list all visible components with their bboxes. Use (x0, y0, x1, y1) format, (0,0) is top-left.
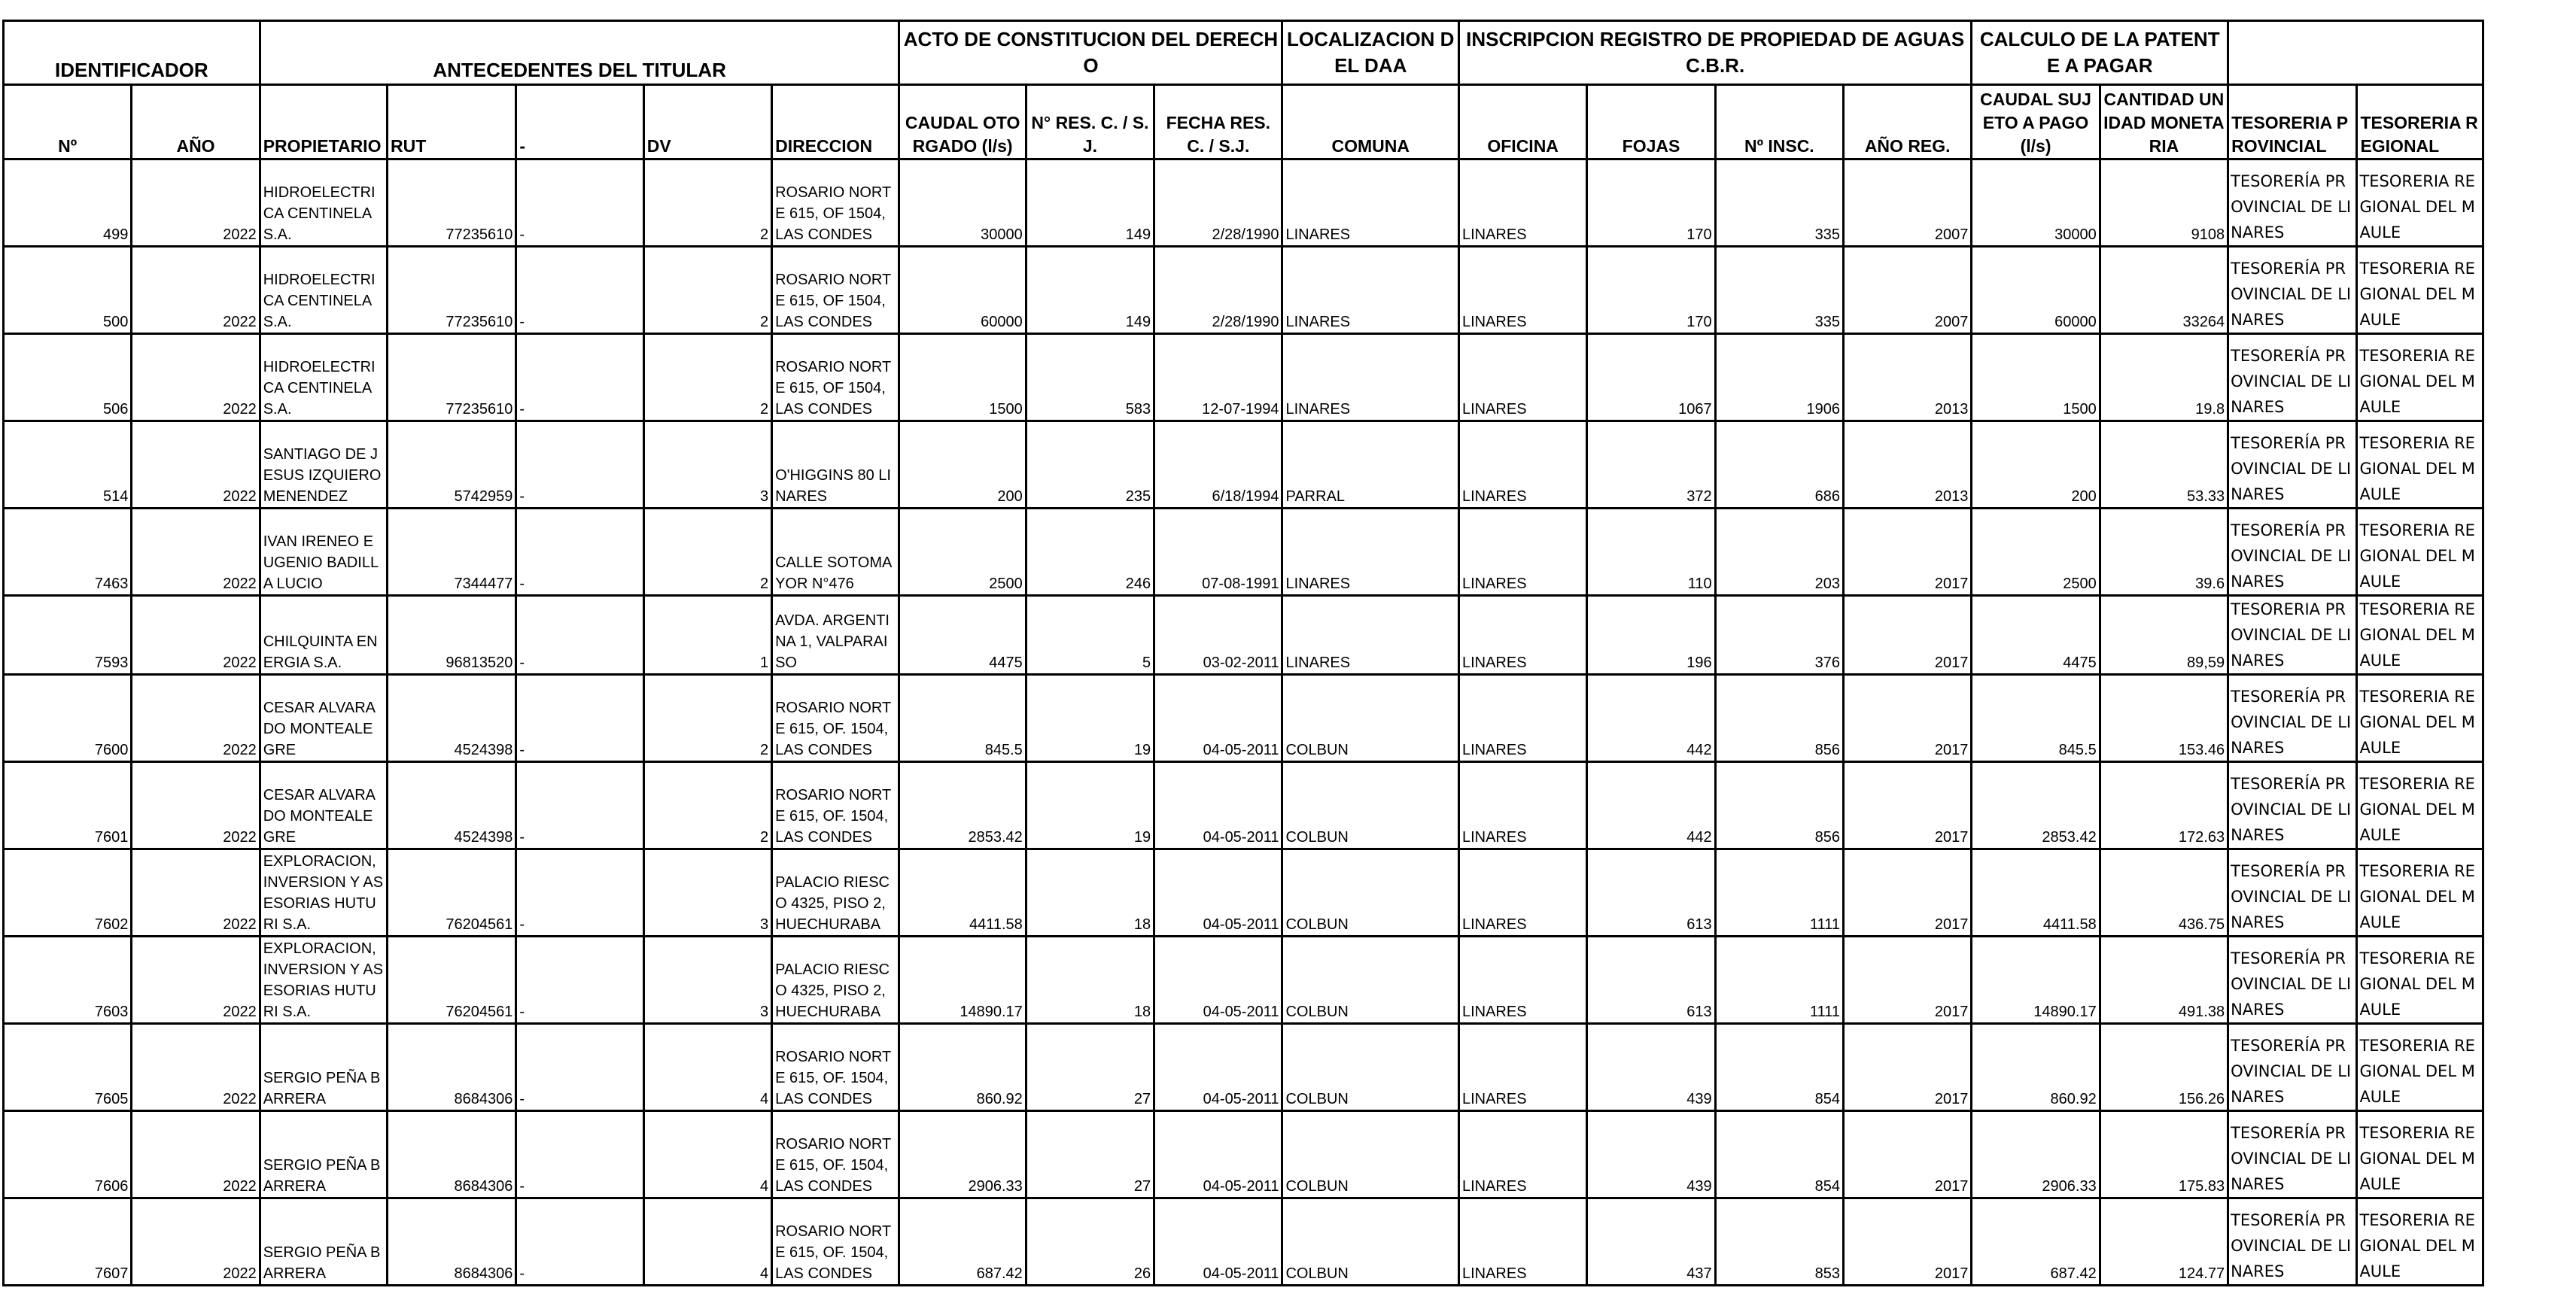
cell-tesoreria-regional: TESORERIA REGIONAL DEL MAULE (2357, 675, 2483, 762)
cell-cantidad-um: 436.75 (2100, 849, 2228, 937)
col-anio-reg: AÑO REG. (1844, 85, 1972, 159)
cell-caudal-sujeto: 4475 (1972, 596, 2100, 675)
col-num: Nº (4, 85, 132, 159)
cell-oficina: LINARES (1458, 509, 1586, 596)
cell-n-res: 26 (1026, 1198, 1154, 1286)
cell-dv: 2 (643, 159, 771, 247)
cell-dash: - (516, 509, 643, 596)
col-tesoreria-regional: TESORERIA REGIONAL (2357, 85, 2483, 159)
cell-oficina: LINARES (1458, 334, 1586, 421)
cell-rut: 7344477 (388, 509, 516, 596)
cell-dash: - (516, 849, 643, 937)
cell-n-insc: 1111 (1715, 937, 1843, 1024)
cell-n-res: 246 (1026, 509, 1154, 596)
col-n-res: N° RES. C. / S.J. (1026, 85, 1154, 159)
cell-direccion: CALLE SOTOMAYOR N°476 (772, 509, 899, 596)
cell-comuna: LINARES (1282, 596, 1458, 675)
cell-comuna: COLBUN (1282, 1111, 1458, 1198)
cell-direccion: ROSARIO NORTE 615, OF. 1504, LAS CONDES (772, 1198, 899, 1286)
cell-num: 499 (4, 159, 132, 247)
cell-tesoreria-provincial: TESORERÍA PROVINCIAL DE LINARES (2228, 159, 2357, 247)
cell-fojas: 442 (1587, 675, 1715, 762)
cell-caudal-otorgado: 1500 (899, 334, 1026, 421)
cell-dv: 2 (643, 247, 771, 334)
cell-oficina: LINARES (1458, 421, 1586, 509)
cell-direccion: PALACIO RIESCO 4325, PISO 2, HUECHURABA (772, 937, 899, 1024)
cell-tesoreria-regional: TESORERIA REGIONAL DEL MAULE (2357, 334, 2483, 421)
cell-n-res: 27 (1026, 1111, 1154, 1198)
cell-rut: 77235610 (388, 334, 516, 421)
cell-n-res: 19 (1026, 675, 1154, 762)
cell-rut: 77235610 (388, 159, 516, 247)
table-row (4, 159, 2483, 247)
cell-dv: 2 (643, 762, 771, 849)
cell-oficina: LINARES (1458, 247, 1586, 334)
cell-anio: 2022 (132, 1024, 260, 1111)
header-antecedentes: ANTECEDENTES DEL TITULAR (260, 21, 899, 85)
cell-direccion: O'HIGGINS 80 LINARES (772, 421, 899, 509)
cell-tesoreria-provincial: TESORERÍA PROVINCIAL DE LINARES (2228, 849, 2357, 937)
cell-comuna: COLBUN (1282, 762, 1458, 849)
cell-caudal-sujeto: 2906.33 (1972, 1111, 2100, 1198)
cell-propietario: HIDROELECTRICA CENTINELA S.A. (260, 159, 387, 247)
cell-direccion: ROSARIO NORTE 615, OF. 1504, LAS CONDES (772, 1111, 899, 1198)
cell-propietario: SERGIO PEÑA BARRERA (260, 1198, 387, 1286)
cell-caudal-sujeto: 14890.17 (1972, 937, 2100, 1024)
cell-fojas: 110 (1587, 509, 1715, 596)
cell-anio-reg: 2017 (1844, 509, 1972, 596)
col-caudal-otorgado: CAUDAL OTORGADO (l/s) (899, 85, 1026, 159)
cell-num: 506 (4, 334, 132, 421)
cell-caudal-sujeto: 860.92 (1972, 1024, 2100, 1111)
cell-propietario: CHILQUINTA ENERGIA S.A. (260, 596, 387, 675)
cell-dash: - (516, 421, 643, 509)
cell-rut: 4524398 (388, 675, 516, 762)
cell-caudal-otorgado: 60000 (899, 247, 1026, 334)
cell-direccion: ROSARIO NORTE 615, OF 1504, LAS CONDES (772, 334, 899, 421)
cell-caudal-otorgado: 687.42 (899, 1198, 1026, 1286)
cell-dv: 2 (643, 334, 771, 421)
cell-num: 7603 (4, 937, 132, 1024)
cell-tesoreria-provincial: TESORERÍA PROVINCIAL DE LINARES (2228, 509, 2357, 596)
cell-dash: - (516, 247, 643, 334)
cell-caudal-otorgado: 4475 (899, 596, 1026, 675)
cell-anio-reg: 2017 (1844, 1111, 1972, 1198)
cell-dash: - (516, 596, 643, 675)
cell-num: 7600 (4, 675, 132, 762)
cell-dash: - (516, 1111, 643, 1198)
cell-caudal-otorgado: 30000 (899, 159, 1026, 247)
cell-anio-reg: 2017 (1844, 675, 1972, 762)
cell-fecha-res: 04-05-2011 (1154, 937, 1282, 1024)
cell-cantidad-um: 39.6 (2100, 509, 2228, 596)
cell-caudal-sujeto: 60000 (1972, 247, 2100, 334)
cell-n-insc: 376 (1715, 596, 1843, 675)
cell-caudal-sujeto: 30000 (1972, 159, 2100, 247)
cell-dv: 4 (643, 1111, 771, 1198)
cell-comuna: LINARES (1282, 334, 1458, 421)
table-row (4, 937, 2483, 1024)
cell-comuna: COLBUN (1282, 1198, 1458, 1286)
cell-rut: 5742959 (388, 421, 516, 509)
cell-direccion: ROSARIO NORTE 615, OF. 1504, LAS CONDES (772, 1024, 899, 1111)
table-row (4, 849, 2483, 937)
cell-direccion: ROSARIO NORTE 615, OF. 1504, LAS CONDES (772, 675, 899, 762)
cell-comuna: COLBUN (1282, 1024, 1458, 1111)
cell-tesoreria-regional: TESORERIA REGIONAL DEL MAULE (2357, 247, 2483, 334)
cell-fojas: 613 (1587, 849, 1715, 937)
cell-tesoreria-regional: TESORERIA REGIONAL DEL MAULE (2357, 421, 2483, 509)
cell-anio: 2022 (132, 849, 260, 937)
cell-oficina: LINARES (1458, 159, 1586, 247)
cell-rut: 96813520 (388, 596, 516, 675)
cell-propietario: EXPLORACION, INVERSION Y ASESORIAS HUTURI S.A. (260, 937, 387, 1024)
cell-tesoreria-provincial: TESORERÍA PROVINCIAL DE LINARES (2228, 937, 2357, 1024)
cell-rut: 76204561 (388, 937, 516, 1024)
cell-caudal-sujeto: 845.5 (1972, 675, 2100, 762)
cell-oficina: LINARES (1458, 596, 1586, 675)
cell-propietario: IVAN IRENEO EUGENIO BADILLA LUCIO (260, 509, 387, 596)
cell-comuna: LINARES (1282, 247, 1458, 334)
cell-cantidad-um: 89,59 (2100, 596, 2228, 675)
cell-n-res: 5 (1026, 596, 1154, 675)
cell-anio-reg: 2017 (1844, 937, 1972, 1024)
cell-n-insc: 1906 (1715, 334, 1843, 421)
col-rut: RUT (388, 85, 516, 159)
cell-tesoreria-regional: TESORERIA REGIONAL DEL MAULE (2357, 849, 2483, 937)
cell-num: 7463 (4, 509, 132, 596)
cell-n-insc: 335 (1715, 247, 1843, 334)
cell-caudal-otorgado: 14890.17 (899, 937, 1026, 1024)
cell-tesoreria-provincial: TESORERÍA PROVINCIAL DE LINARES (2228, 1198, 2357, 1286)
cell-oficina: LINARES (1458, 1198, 1586, 1286)
table-row (4, 421, 2483, 509)
cell-cantidad-um: 153.46 (2100, 675, 2228, 762)
cell-anio-reg: 2017 (1844, 1198, 1972, 1286)
cell-anio-reg: 2007 (1844, 159, 1972, 247)
cell-dv: 4 (643, 1024, 771, 1111)
cell-tesoreria-provincial: TESORERÍA PROVINCIAL DE LINARES (2228, 1111, 2357, 1198)
cell-fecha-res: 12-07-1994 (1154, 334, 1282, 421)
cell-num: 514 (4, 421, 132, 509)
table-row (4, 1111, 2483, 1198)
cell-n-insc: 854 (1715, 1111, 1843, 1198)
cell-fecha-res: 03-02-2011 (1154, 596, 1282, 675)
cell-fecha-res: 04-05-2011 (1154, 849, 1282, 937)
cell-comuna: LINARES (1282, 159, 1458, 247)
table-row (4, 675, 2483, 762)
col-propietario: PROPIETARIO (260, 85, 387, 159)
cell-tesoreria-regional: TESORERIA REGIONAL DEL MAULE (2357, 509, 2483, 596)
cell-num: 500 (4, 247, 132, 334)
cell-fecha-res: 07-08-1991 (1154, 509, 1282, 596)
cell-anio: 2022 (132, 1111, 260, 1198)
col-direccion: DIRECCION (772, 85, 899, 159)
cell-cantidad-um: 9108 (2100, 159, 2228, 247)
cell-anio: 2022 (132, 509, 260, 596)
cell-propietario: HIDROELECTRICA CENTINELA S.A. (260, 334, 387, 421)
cell-n-insc: 1111 (1715, 849, 1843, 937)
cell-tesoreria-regional: TESORERIA REGIONAL DEL MAULE (2357, 596, 2483, 675)
cell-caudal-sujeto: 687.42 (1972, 1198, 2100, 1286)
cell-direccion: ROSARIO NORTE 615, OF. 1504, LAS CONDES (772, 762, 899, 849)
cell-num: 7605 (4, 1024, 132, 1111)
col-dash: - (516, 85, 643, 159)
cell-fecha-res: 2/28/1990 (1154, 247, 1282, 334)
header-tesoreria-blank (2228, 21, 2483, 85)
cell-cantidad-um: 156.26 (2100, 1024, 2228, 1111)
cell-fecha-res: 6/18/1994 (1154, 421, 1282, 509)
cell-comuna: COLBUN (1282, 937, 1458, 1024)
cell-direccion: AVDA. ARGENTINA 1, VALPARAISO (772, 596, 899, 675)
cell-tesoreria-provincial: TESORERÍA PROVINCIAL DE LINARES (2228, 1024, 2357, 1111)
cell-n-insc: 335 (1715, 159, 1843, 247)
cell-fecha-res: 04-05-2011 (1154, 762, 1282, 849)
patentes-table (2, 20, 2484, 1286)
cell-tesoreria-provincial: TESORERÍA PROVINCIAL DE LINARES (2228, 762, 2357, 849)
col-comuna: COMUNA (1282, 85, 1458, 159)
cell-caudal-otorgado: 2853.42 (899, 762, 1026, 849)
cell-n-res: 18 (1026, 849, 1154, 937)
cell-oficina: LINARES (1458, 937, 1586, 1024)
cell-anio: 2022 (132, 421, 260, 509)
cell-num: 7602 (4, 849, 132, 937)
cell-anio-reg: 2013 (1844, 334, 1972, 421)
cell-propietario: EXPLORACION, INVERSION Y ASESORIAS HUTURI S.A. (260, 849, 387, 937)
header-localizacion: LOCALIZACION DEL DAA (1282, 21, 1458, 85)
cell-caudal-otorgado: 2500 (899, 509, 1026, 596)
cell-propietario: CESAR ALVARADO MONTEALEGRE (260, 675, 387, 762)
col-n-insc: Nº INSC. (1715, 85, 1843, 159)
cell-tesoreria-regional: TESORERIA REGIONAL DEL MAULE (2357, 937, 2483, 1024)
cell-rut: 77235610 (388, 247, 516, 334)
cell-dv: 2 (643, 675, 771, 762)
cell-fecha-res: 04-05-2011 (1154, 675, 1282, 762)
cell-caudal-sujeto: 200 (1972, 421, 2100, 509)
cell-rut: 4524398 (388, 762, 516, 849)
cell-caudal-otorgado: 845.5 (899, 675, 1026, 762)
cell-comuna: PARRAL (1282, 421, 1458, 509)
cell-n-res: 149 (1026, 159, 1154, 247)
cell-caudal-sujeto: 1500 (1972, 334, 2100, 421)
cell-tesoreria-provincial: TESORERIA PROVINCIAL DE LINARES (2228, 596, 2357, 675)
col-cantidad-um: CANTIDAD UNIDAD MONETARIA (2100, 85, 2228, 159)
col-oficina: OFICINA (1458, 85, 1586, 159)
cell-caudal-otorgado: 860.92 (899, 1024, 1026, 1111)
col-anio: AÑO (132, 85, 260, 159)
cell-fojas: 1067 (1587, 334, 1715, 421)
cell-num: 7593 (4, 596, 132, 675)
cell-comuna: COLBUN (1282, 849, 1458, 937)
header-acto-constitucion: ACTO DE CONSTITUCION DEL DERECHO (899, 21, 1282, 85)
cell-propietario: SERGIO PEÑA BARRERA (260, 1024, 387, 1111)
cell-n-res: 18 (1026, 937, 1154, 1024)
cell-cantidad-um: 175.83 (2100, 1111, 2228, 1198)
cell-anio: 2022 (132, 762, 260, 849)
cell-direccion: ROSARIO NORTE 615, OF 1504, LAS CONDES (772, 159, 899, 247)
cell-rut: 8684306 (388, 1024, 516, 1111)
cell-oficina: LINARES (1458, 849, 1586, 937)
cell-oficina: LINARES (1458, 1024, 1586, 1111)
table-row (4, 247, 2483, 334)
cell-caudal-sujeto: 4411.58 (1972, 849, 2100, 937)
cell-n-res: 235 (1026, 421, 1154, 509)
cell-dash: - (516, 675, 643, 762)
table-row (4, 509, 2483, 596)
cell-dash: - (516, 1198, 643, 1286)
header-inscripcion: INSCRIPCION REGISTRO DE PROPIEDAD DE AGUAS C.B.R. (1458, 21, 1971, 85)
cell-propietario: HIDROELECTRICA CENTINELA S.A. (260, 247, 387, 334)
col-fecha-res: FECHA RES. C. / S.J. (1154, 85, 1282, 159)
col-fojas: FOJAS (1587, 85, 1715, 159)
cell-propietario: SANTIAGO DE JESUS IZQUIERO MENENDEZ (260, 421, 387, 509)
table-row (4, 1024, 2483, 1111)
cell-fecha-res: 2/28/1990 (1154, 159, 1282, 247)
cell-dv: 4 (643, 1198, 771, 1286)
cell-propietario: SERGIO PEÑA BARRERA (260, 1111, 387, 1198)
cell-fojas: 439 (1587, 1024, 1715, 1111)
col-dv: DV (643, 85, 771, 159)
cell-fojas: 196 (1587, 596, 1715, 675)
cell-dv: 3 (643, 849, 771, 937)
cell-oficina: LINARES (1458, 675, 1586, 762)
cell-tesoreria-provincial: TESORERÍA PROVINCIAL DE LINARES (2228, 421, 2357, 509)
cell-dash: - (516, 1024, 643, 1111)
col-tesoreria-provincial: TESORERIA PROVINCIAL (2228, 85, 2357, 159)
cell-n-res: 583 (1026, 334, 1154, 421)
table-row (4, 762, 2483, 849)
table-row (4, 1198, 2483, 1286)
cell-n-insc: 854 (1715, 1024, 1843, 1111)
cell-num: 7606 (4, 1111, 132, 1198)
cell-fojas: 372 (1587, 421, 1715, 509)
cell-caudal-sujeto: 2853.42 (1972, 762, 2100, 849)
cell-anio-reg: 2017 (1844, 762, 1972, 849)
cell-dv: 3 (643, 421, 771, 509)
cell-n-res: 19 (1026, 762, 1154, 849)
cell-anio: 2022 (132, 247, 260, 334)
cell-direccion: PALACIO RIESCO 4325, PISO 2, HUECHURABA (772, 849, 899, 937)
cell-tesoreria-regional: TESORERIA REGIONAL DEL MAULE (2357, 1111, 2483, 1198)
cell-anio-reg: 2017 (1844, 849, 1972, 937)
cell-dash: - (516, 159, 643, 247)
cell-direccion: ROSARIO NORTE 615, OF 1504, LAS CONDES (772, 247, 899, 334)
cell-comuna: LINARES (1282, 509, 1458, 596)
cell-anio: 2022 (132, 937, 260, 1024)
table-row (4, 334, 2483, 421)
cell-fecha-res: 04-05-2011 (1154, 1024, 1282, 1111)
cell-propietario: CESAR ALVARADO MONTEALEGRE (260, 762, 387, 849)
cell-oficina: LINARES (1458, 1111, 1586, 1198)
cell-cantidad-um: 19.8 (2100, 334, 2228, 421)
cell-n-insc: 686 (1715, 421, 1843, 509)
cell-tesoreria-provincial: TESORERÍA PROVINCIAL DE LINARES (2228, 247, 2357, 334)
cell-n-insc: 203 (1715, 509, 1843, 596)
cell-rut: 76204561 (388, 849, 516, 937)
header-calculo: CALCULO DE LA PATENTE A PAGAR (1972, 21, 2228, 85)
cell-rut: 8684306 (388, 1111, 516, 1198)
cell-cantidad-um: 53.33 (2100, 421, 2228, 509)
cell-fecha-res: 04-05-2011 (1154, 1198, 1282, 1286)
cell-cantidad-um: 172.63 (2100, 762, 2228, 849)
cell-comuna: COLBUN (1282, 675, 1458, 762)
cell-anio: 2022 (132, 675, 260, 762)
cell-anio-reg: 2017 (1844, 596, 1972, 675)
cell-fojas: 442 (1587, 762, 1715, 849)
cell-anio-reg: 2017 (1844, 1024, 1972, 1111)
cell-oficina: LINARES (1458, 762, 1586, 849)
cell-rut: 8684306 (388, 1198, 516, 1286)
cell-n-insc: 856 (1715, 762, 1843, 849)
cell-dv: 3 (643, 937, 771, 1024)
cell-caudal-otorgado: 200 (899, 421, 1026, 509)
cell-tesoreria-provincial: TESORERÍA PROVINCIAL DE LINARES (2228, 334, 2357, 421)
cell-n-res: 149 (1026, 247, 1154, 334)
cell-num: 7607 (4, 1198, 132, 1286)
cell-n-res: 27 (1026, 1024, 1154, 1111)
cell-tesoreria-regional: TESORERIA REGIONAL DEL MAULE (2357, 159, 2483, 247)
cell-caudal-otorgado: 4411.58 (899, 849, 1026, 937)
cell-tesoreria-provincial: TESORERÍA PROVINCIAL DE LINARES (2228, 675, 2357, 762)
cell-anio: 2022 (132, 596, 260, 675)
col-caudal-sujeto: CAUDAL SUJETO A PAGO (l/s) (1972, 85, 2100, 159)
cell-fojas: 437 (1587, 1198, 1715, 1286)
table-row (4, 596, 2483, 675)
cell-dash: - (516, 762, 643, 849)
cell-n-insc: 853 (1715, 1198, 1843, 1286)
cell-fecha-res: 04-05-2011 (1154, 1111, 1282, 1198)
cell-n-insc: 856 (1715, 675, 1843, 762)
cell-anio: 2022 (132, 159, 260, 247)
cell-fojas: 613 (1587, 937, 1715, 1024)
cell-dash: - (516, 334, 643, 421)
cell-anio-reg: 2007 (1844, 247, 1972, 334)
cell-tesoreria-regional: TESORERIA REGIONAL DEL MAULE (2357, 1024, 2483, 1111)
cell-dash: - (516, 937, 643, 1024)
column-header-row (4, 85, 2483, 159)
cell-cantidad-um: 124.77 (2100, 1198, 2228, 1286)
cell-tesoreria-regional: TESORERIA REGIONAL DEL MAULE (2357, 762, 2483, 849)
cell-fojas: 439 (1587, 1111, 1715, 1198)
cell-cantidad-um: 491.38 (2100, 937, 2228, 1024)
cell-anio: 2022 (132, 1198, 260, 1286)
cell-fojas: 170 (1587, 159, 1715, 247)
header-identificador: IDENTIFICADOR (4, 21, 260, 85)
cell-anio-reg: 2013 (1844, 421, 1972, 509)
cell-caudal-sujeto: 2500 (1972, 509, 2100, 596)
cell-dv: 2 (643, 509, 771, 596)
cell-num: 7601 (4, 762, 132, 849)
cell-dv: 1 (643, 596, 771, 675)
cell-anio: 2022 (132, 334, 260, 421)
cell-caudal-otorgado: 2906.33 (899, 1111, 1026, 1198)
cell-cantidad-um: 33264 (2100, 247, 2228, 334)
cell-tesoreria-regional: TESORERIA REGIONAL DEL MAULE (2357, 1198, 2483, 1286)
cell-fojas: 170 (1587, 247, 1715, 334)
